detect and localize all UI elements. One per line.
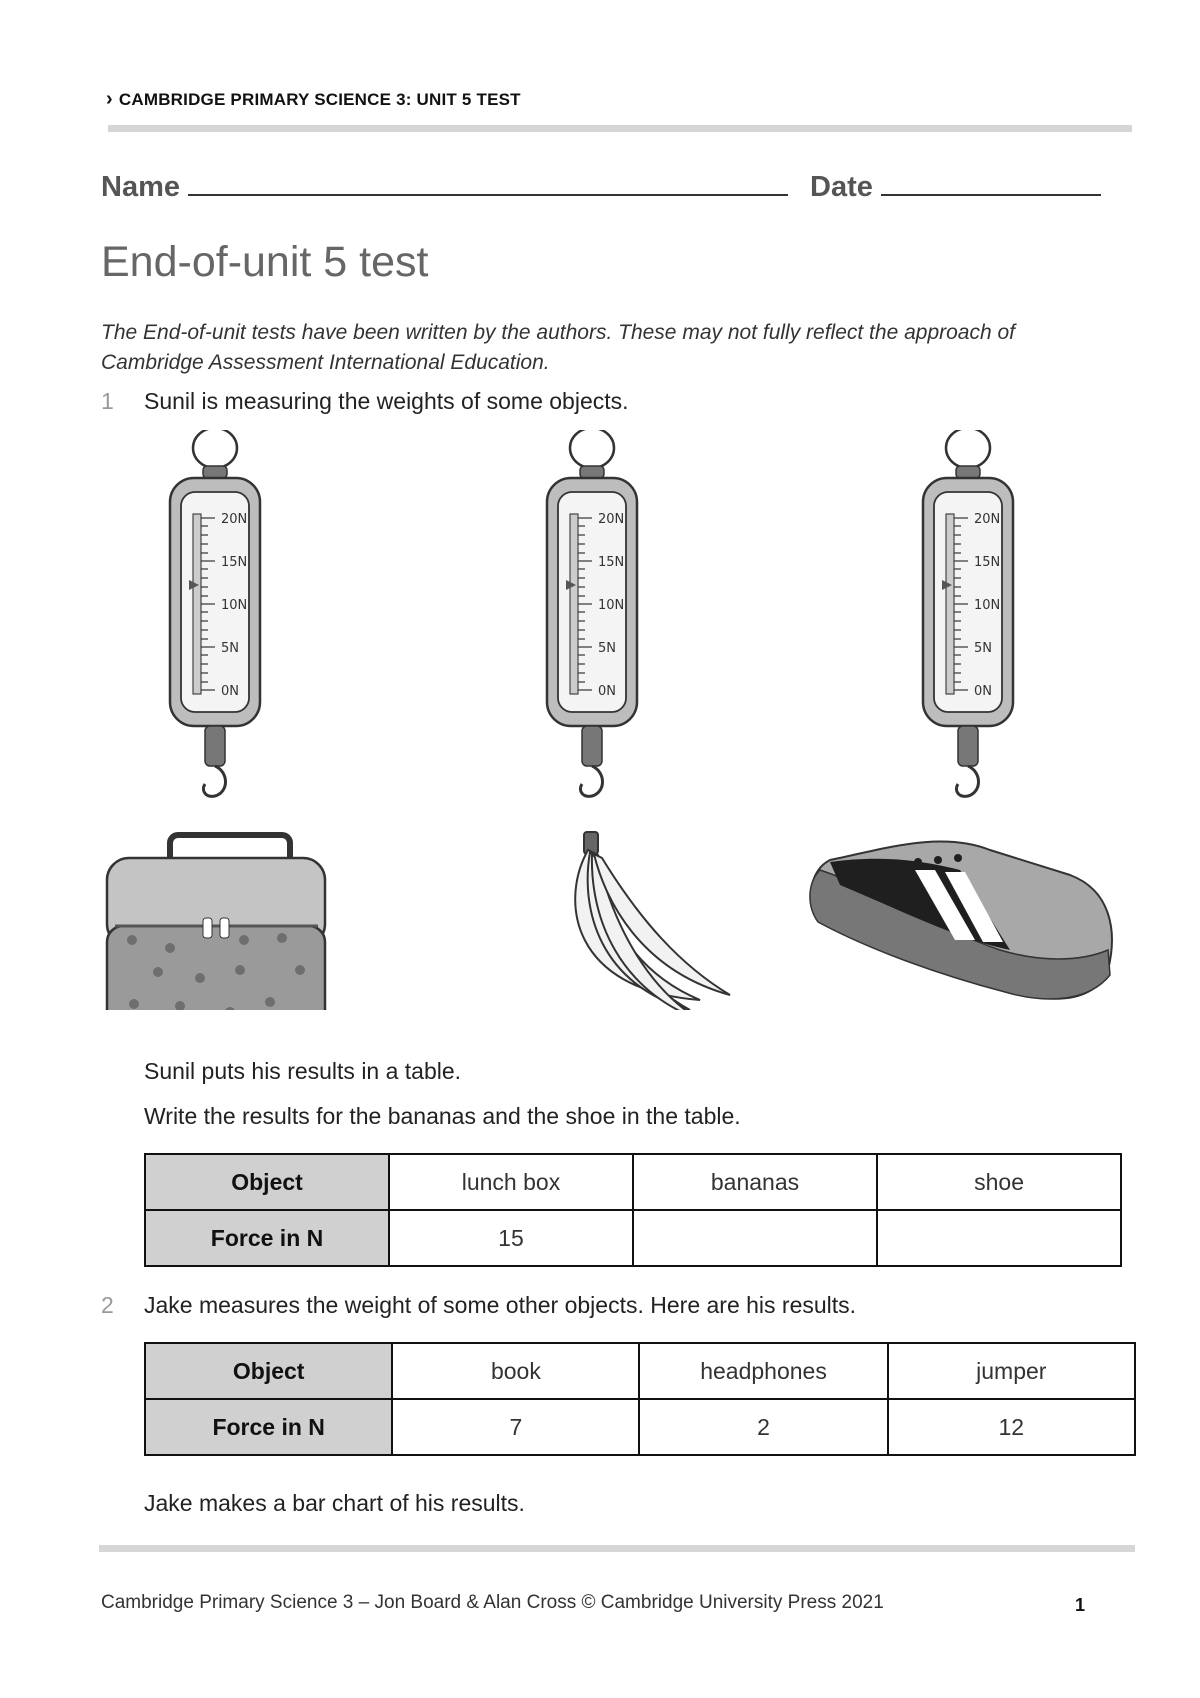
scale-label: 10N bbox=[598, 598, 625, 613]
q2-results-table bbox=[144, 1342, 1136, 1456]
q1-results-table bbox=[144, 1153, 1122, 1267]
table-row bbox=[145, 1343, 1135, 1399]
question-1-number: 1 bbox=[101, 388, 114, 414]
spring-scale-2 bbox=[547, 430, 637, 796]
spring-scale-3 bbox=[923, 430, 1013, 796]
answer-cell-shoe[interactable] bbox=[877, 1210, 1121, 1266]
scale-label: 5N bbox=[974, 641, 992, 656]
scale-label: 5N bbox=[221, 641, 239, 656]
table-cell: 15 bbox=[389, 1210, 633, 1266]
table-cell: 2 bbox=[639, 1399, 887, 1455]
date-blank-line[interactable] bbox=[881, 168, 1101, 196]
spring-scales-illustration bbox=[0, 430, 1200, 1010]
question-1-text: Sunil is measuring the weights of some objects. bbox=[144, 388, 629, 414]
scale-label: 20N bbox=[598, 512, 625, 527]
scale-label: 5N bbox=[598, 641, 616, 656]
footer-rule bbox=[99, 1545, 1135, 1552]
scale-label: 20N bbox=[974, 512, 1001, 527]
page-number: 1 bbox=[1075, 1595, 1086, 1615]
date-label: Date bbox=[810, 171, 873, 203]
scale-label: 10N bbox=[974, 598, 1001, 613]
table-row bbox=[145, 1154, 1121, 1210]
header-rule bbox=[108, 125, 1132, 132]
question-2-text: Jake measures the weight of some other objects. Here are his results. bbox=[144, 1292, 857, 1318]
table-cell: 12 bbox=[888, 1399, 1135, 1455]
table-cell: lunch box bbox=[389, 1154, 633, 1210]
shoe-icon bbox=[810, 841, 1112, 999]
table-header-cell: Object bbox=[145, 1154, 389, 1210]
table-cell: book bbox=[392, 1343, 639, 1399]
name-label: Name bbox=[101, 171, 180, 203]
name-blank-line[interactable] bbox=[188, 168, 788, 196]
scale-label: 15N bbox=[598, 555, 625, 570]
chevron-right-icon: › bbox=[106, 88, 113, 110]
table-header-cell: Force in N bbox=[145, 1399, 392, 1455]
scale-label: 15N bbox=[221, 555, 248, 570]
table-cell: shoe bbox=[877, 1154, 1121, 1210]
question-2-number: 2 bbox=[101, 1292, 114, 1318]
scale-label: 15N bbox=[974, 555, 1001, 570]
scale-label: 10N bbox=[221, 598, 248, 613]
answer-cell-bananas[interactable] bbox=[633, 1210, 877, 1266]
table-cell: jumper bbox=[888, 1343, 1135, 1399]
bananas-icon bbox=[575, 832, 730, 1010]
q2-followup: Jake makes a bar chart of his results. bbox=[144, 1490, 525, 1516]
page-title: End-of-unit 5 test bbox=[101, 238, 429, 286]
table-cell: bananas bbox=[633, 1154, 877, 1210]
intro-note: The End-of-unit tests have been written by the authors. These may not fully reflect the approach of Cambridge Assessment International Education. bbox=[101, 321, 1016, 374]
table-row bbox=[145, 1399, 1135, 1455]
scale-label: 0N bbox=[598, 684, 616, 699]
scale-label: 20N bbox=[221, 512, 248, 527]
running-header bbox=[106, 88, 521, 111]
q1-instruction-2: Write the results for the bananas and the shoe in the table. bbox=[144, 1103, 741, 1129]
spring-scale-1 bbox=[170, 430, 260, 796]
date-field[interactable] bbox=[810, 168, 1101, 204]
footer-copyright: Cambridge Primary Science 3 – Jon Board & Alan Cross © Cambridge University Press 2021 bbox=[101, 1592, 884, 1613]
table-header-cell: Force in N bbox=[145, 1210, 389, 1266]
scale-label: 0N bbox=[974, 684, 992, 699]
table-row bbox=[145, 1210, 1121, 1266]
name-field[interactable] bbox=[101, 168, 788, 204]
running-header-text: CAMBRIDGE PRIMARY SCIENCE 3: UNIT 5 TEST bbox=[118, 90, 521, 109]
q1-instruction-1: Sunil puts his results in a table. bbox=[144, 1058, 462, 1084]
table-cell: headphones bbox=[639, 1343, 887, 1399]
lunch-box-icon bbox=[107, 835, 325, 1010]
table-cell: 7 bbox=[392, 1399, 639, 1455]
scale-label: 0N bbox=[221, 684, 239, 699]
table-header-cell: Object bbox=[145, 1343, 392, 1399]
